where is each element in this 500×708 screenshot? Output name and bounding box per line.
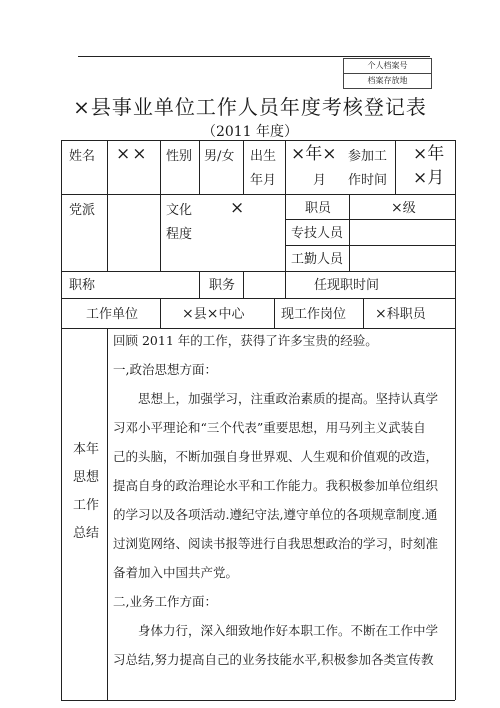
summary-line: 一,政治思想方面： [113, 362, 217, 377]
work-start-value-line2: ×月 [413, 168, 445, 188]
position-label: 职务 [209, 278, 236, 293]
education-label-line1: 文化 [166, 203, 193, 218]
education-label-line2: 程度 [166, 227, 193, 242]
professional-title-label: 职称 [69, 278, 96, 293]
current-post-label: 现工作岗位 [281, 307, 347, 322]
summary-line: 的学习以及各项活动.遵纪守法,遵守单位的各项规章制度.通 [113, 507, 438, 522]
party-label: 党派 [69, 203, 96, 218]
summary-line: 习邓小平理论和“三个代表”重要思想，用马列主义武装自 [113, 420, 426, 435]
service-worker-label: 工勤人员 [291, 252, 344, 267]
gender-value: 男/女 [204, 149, 235, 164]
work-unit-label: 工作单位 [86, 307, 139, 322]
work-start-label-line2: 作时间 [348, 173, 388, 188]
summary-line: 回顾 2011 年的工作，获得了许多宝贵的经验。 [113, 333, 378, 348]
technical-staff-label: 专技人员 [291, 226, 344, 241]
gender-label: 性别 [166, 149, 193, 164]
summary-line: 过浏览网络、阅读书报等进行自我思想政治的学习，时刻准 [113, 536, 439, 551]
summary-label: 本年 思想 工作 总结 [73, 442, 100, 541]
staff-level-value: ×级 [391, 200, 416, 216]
name-label: 姓名 [69, 149, 96, 164]
summary-line: 身体力行，深入细致地作好本职工作。不断在工作中学 [138, 623, 439, 638]
work-start-value-line1: ×年 [413, 144, 445, 164]
form-year: （2011 年度） [201, 124, 299, 140]
personal-file-no-label: 个人档案号 [367, 61, 408, 70]
summary-line: 己的头脑，不断加强自身世界观、人生观和价值观的改造， [113, 449, 439, 464]
summary-text [113, 326, 438, 674]
summary-line: 二,业务工作方面： [113, 594, 217, 609]
current-post-value: ×科职员 [375, 306, 426, 322]
summary-line: 习总结,努力提高自己的业务技能水平,积极参加各类宣传教 [113, 652, 434, 667]
birth-label-line2: 年月 [250, 173, 277, 188]
form-title: ×县事业单位工作人员年度考核登记表 [73, 95, 427, 119]
summary-line: 备着加入中国共产党。 [113, 565, 239, 580]
birth-label-line1: 出生 [250, 149, 277, 164]
work-start-label-line1: 参加工 [348, 149, 388, 164]
archive-info-box [343, 58, 432, 89]
file-location-label: 档案存放地 [344, 73, 431, 88]
work-unit-value: ×县×中心 [182, 306, 245, 322]
education-value: × [230, 198, 245, 218]
birth-value-line1: ×年× [291, 144, 337, 164]
header-rule [78, 56, 430, 57]
birth-value-line2: 月 [313, 173, 327, 188]
summary-line: 提高自身的政治理论水平和工作能力。我积极参加单位组织 [113, 478, 439, 493]
staff-label: 职员 [305, 201, 332, 216]
position-start-time-label: 任现职时间 [314, 278, 380, 293]
summary-line: 思想上，加强学习，注重政治素质的提高。坚持认真学 [138, 391, 439, 406]
name-value: ×× [116, 144, 149, 164]
